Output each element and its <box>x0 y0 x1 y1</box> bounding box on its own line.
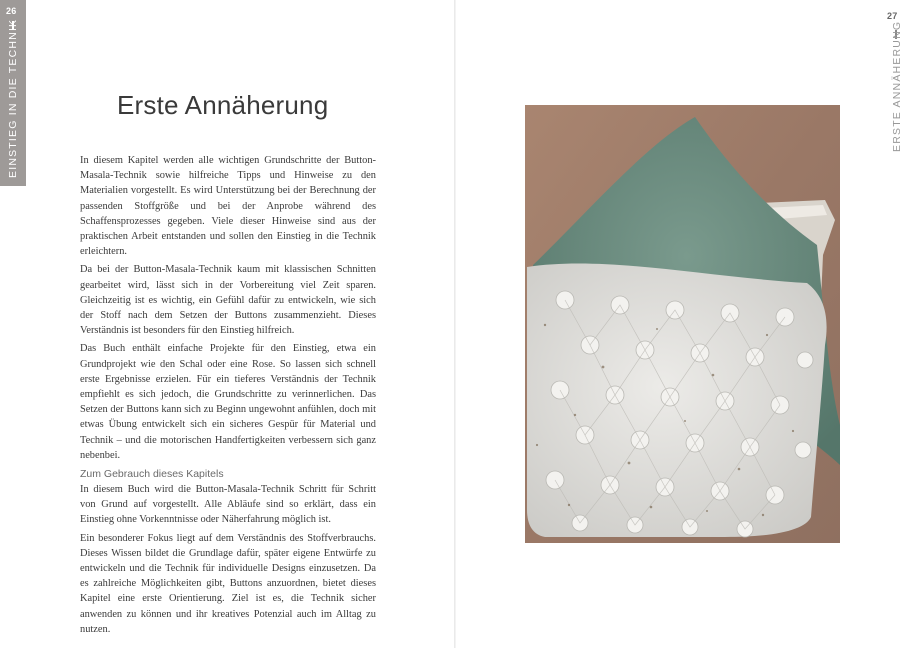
paragraph: In diesem Kapitel werden alle wichtigen Grundschritte der Button-Masala-Technik sowie hilfreiche Tipps und Hinweise zu den Materialien vorgestellt. Es wird Unterstützung bei der Berechnung der passenden Stoffgröße und bei der Anprobe während des Schaffensprozesses gegeben. Viele dieser Hinweise sind aus der praktischen Arbeit entstanden und sollen den Einstieg in die Technik erleichtern. <box>80 155 376 258</box>
pillow-illustration <box>525 105 840 543</box>
running-head-left: EINSTIEG IN DIE TECHNIK <box>7 18 19 178</box>
subheading: Zum Gebrauch dieses Kapitels <box>80 468 224 481</box>
page-number-left: 26 <box>6 6 17 16</box>
running-head-right: ERSTE ANNÄHERUNG <box>891 20 903 152</box>
paragraph: Das Buch enthält einfache Projekte für den Einstieg, etwa ein Grundprojekt wie den Schal oder eine Rose. So lassen sich schnell erste Ergebnisse erzielen. Für ein tieferes Verständnis der Technik empfiehlt es sich jedoch, die Grundschritte zu verinnerlichen. Das Setzen der Buttons kann sich zu Beginn ungewohnt anfühlen, doch mit etwas Übung entwickelt sich ein sicheres Gespür für Material und Technik – und die motorischen Handfertigkeiten verbessern sich ganz nebenbei. <box>80 343 376 461</box>
paragraph: In diesem Buch wird die Button-Masala-Technik Schritt für Schritt von Grund auf vorgestellt. Alle Abläufe sind so erklärt, dass ein Einstieg ohne Vorkenntnisse oder Näherfahrung möglich ist. <box>80 484 376 526</box>
paragraph: Ein besonderer Fokus liegt auf dem Verständnis des Stoffverbrauchs. Dieses Wissen bildet die Grundlage dafür, später eigene Entwürfe zu entwickeln und die Technik für individuelle Designs einzusetzen. Da es zahlreiche Möglichkeiten gibt, Buttons anzuordnen, bietet dieses Kapitel eine erste Orientierung. Ziel ist es, die Technik sicher anwenden zu können und ihr kreatives Potenzial auch im Alltag zu nutzen. <box>80 532 376 635</box>
paragraph: Da bei der Button-Masala-Technik kaum mit klassischen Schnitten gearbeitet wird, lässt sich in der Vorbereitung viel Zeit sparen. Gleichzeitig ist es wichtig, ein Gefühl dafür zu entwickeln, wie sich der Stoff nach dem Setzen der Buttons zusammenzieht. Dieses Verständnis ist besonders für den Einstieg hilfreich. <box>80 264 376 337</box>
page-number-right: 27 <box>887 11 898 21</box>
pillow-photo <box>525 105 840 543</box>
body-text <box>80 153 376 640</box>
book-spine <box>454 0 456 648</box>
chapter-title: Erste Annäherung <box>117 90 329 120</box>
